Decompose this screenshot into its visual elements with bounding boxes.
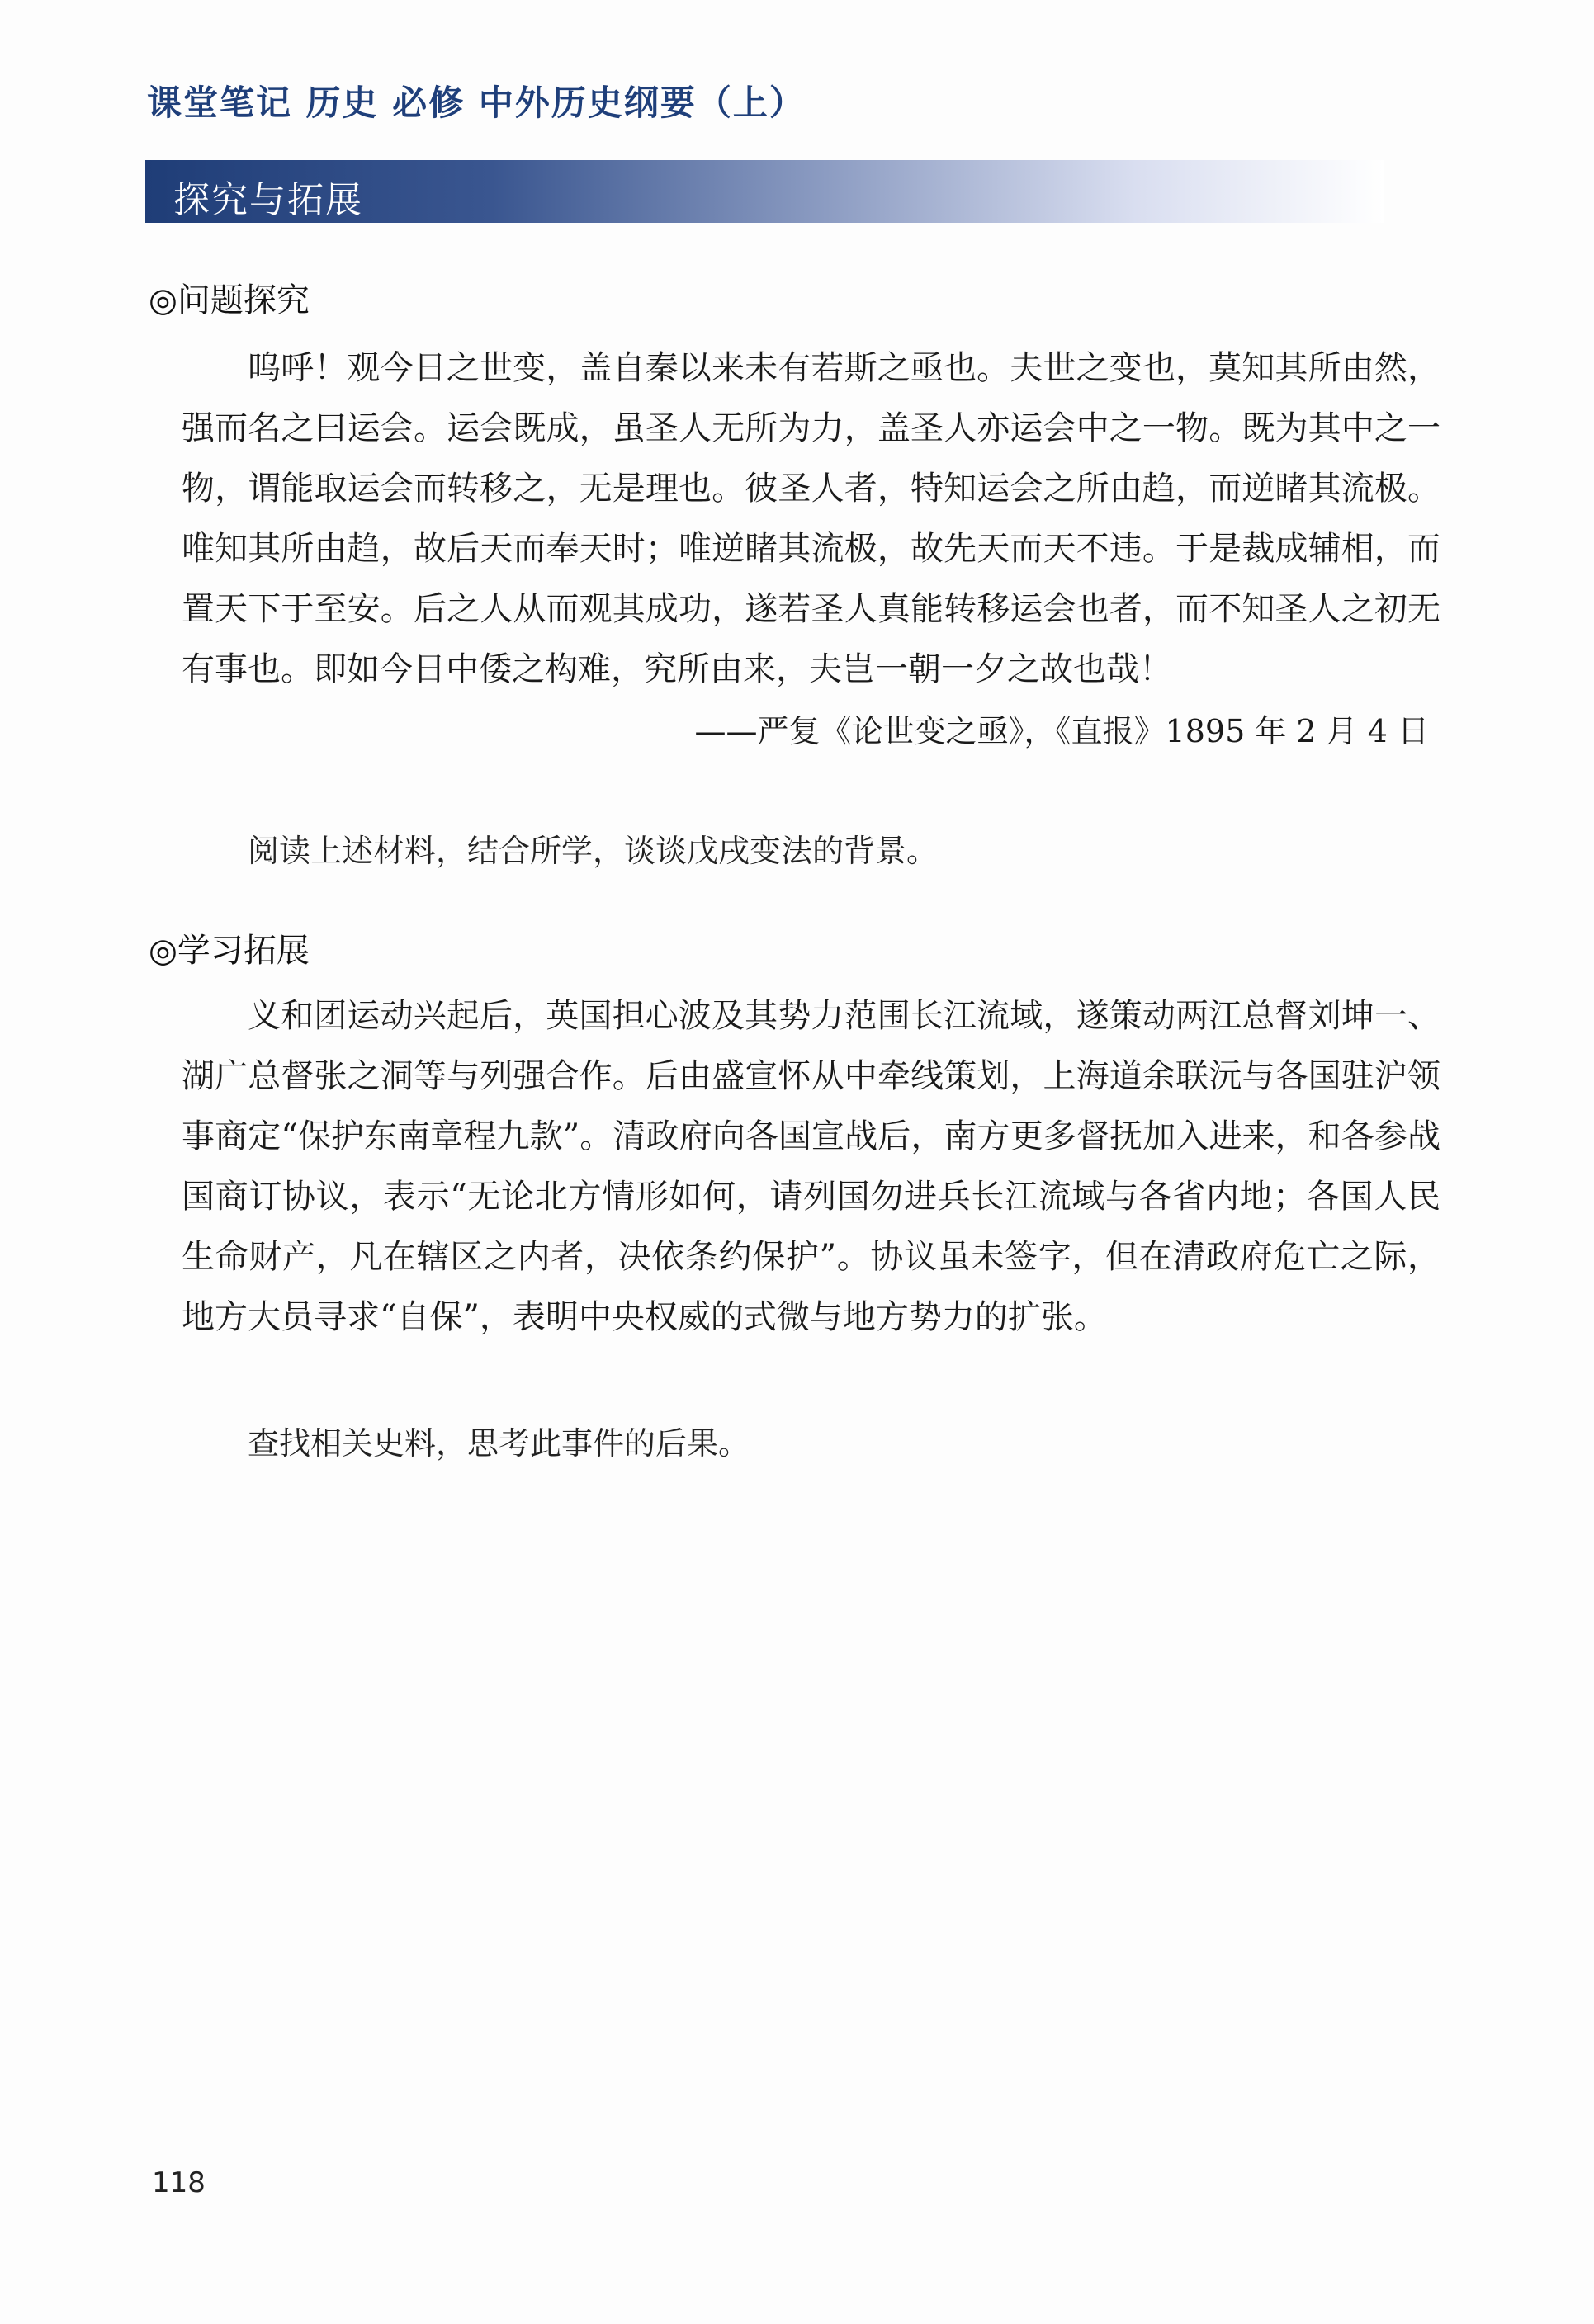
- running-header-title: 课堂笔记 历史 必修 中外历史纲要（上）: [147, 83, 806, 123]
- section-title: 探究与拓展: [173, 179, 363, 221]
- extension-heading: ◎学习拓展: [149, 932, 310, 970]
- extension-passage: 义和团运动兴起后，英国担心波及其势力范围长江流域，遂策动两江总督刘坤一、湖广总督张之洞等与列强合作。后由盛宣怀从中牵线策划，上海道余联沅与各国驻沪领事商定“保护东南章程九款”。清政府向各国宣战后，南方更多督抚加入进来，和各参战国商订协议，表示“无论北方情形如何，请列国勿进兵长江流域与各省内地；各国人民生命财产，凡在辖区之内者，决依条约保护”。协议虽未签字，但在清政府危亡之际，地方大员寻求“自保”，表明中央权威的式微与地方势力的扩张。: [182, 997, 1440, 1336]
- inquiry-source-citation: ——严复《论世变之亟》，《直报》1895 年 2 月 4 日: [694, 713, 1429, 749]
- page-number: 118: [152, 2166, 206, 2199]
- section-banner: [145, 160, 1384, 223]
- inquiry-question: 阅读上述材料，结合所学，谈谈戊戌变法的背景。: [248, 833, 939, 869]
- inquiry-passage: 呜呼！观今日之世变，盖自秦以来未有若斯之亟也。夫世之变也，莫知其所由然，强而名之曰运会。运会既成，虽圣人无所为力，盖圣人亦运会中之一物。既为其中之一物，谓能取运会而转移之，无是理也。彼圣人者，特知运会之所由趋，而逆睹其流极。唯知其所由趋，故后天而奉天时；唯逆睹其流极，故先天而天不违。于是裁成辅相，而置天下于至安。后之人从而观其成功，遂若圣人真能转移运会也者，而不知圣人之初无有事也。即如今日中倭之构难，究所由来，夫岂一朝一夕之故也哉！: [182, 349, 1440, 688]
- extension-question: 查找相关史料，思考此事件的后果。: [248, 1425, 750, 1462]
- inquiry-heading: ◎问题探究: [149, 281, 310, 319]
